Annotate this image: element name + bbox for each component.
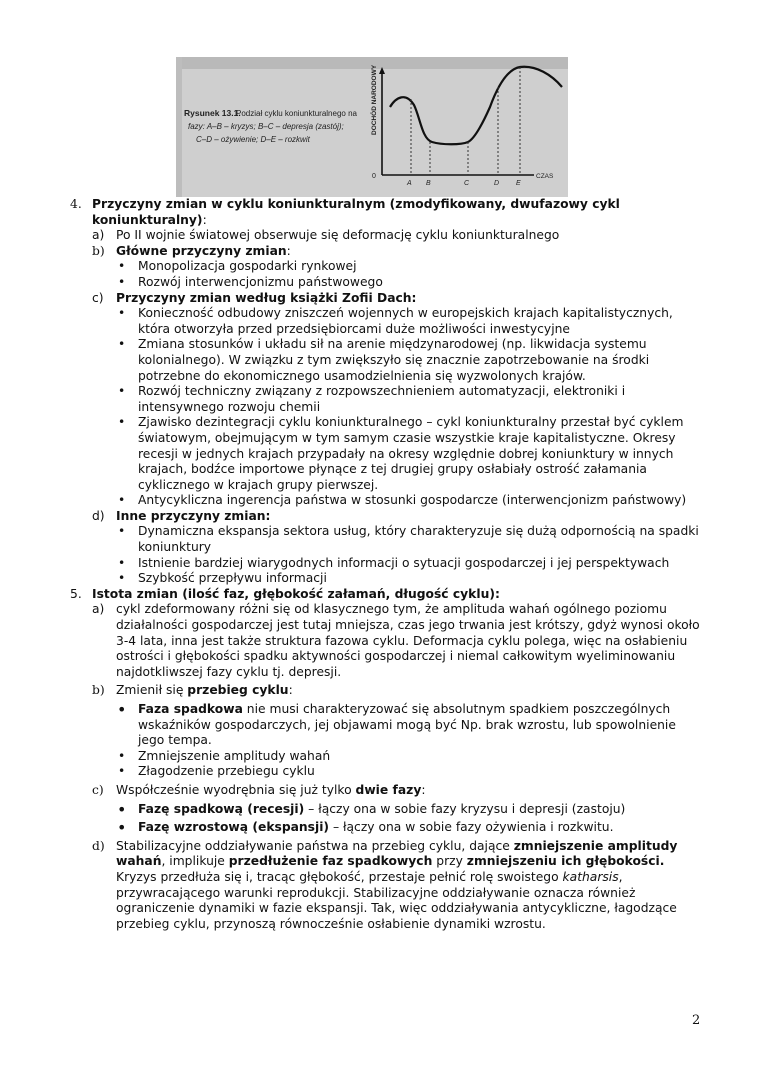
section-4c-list bbox=[116, 306, 705, 509]
section-5c-label: c) bbox=[92, 782, 104, 797]
list-item: • Dynamiczna ekspansja sektora usług, który charakteryzuje się dużą odpornością na spadki koniunktury bbox=[116, 524, 705, 555]
section-4c-title: Przyczyny zmian według książki Zofii Dach: bbox=[116, 290, 417, 305]
list-item: • Rozwój interwencjonizmu państwowego bbox=[116, 275, 705, 291]
figure-caption-line3: C–D – ożywienie; D–E – rozkwit bbox=[196, 135, 310, 144]
section-4a-label: a) bbox=[92, 228, 105, 243]
section-4-heading bbox=[92, 197, 705, 228]
section-4b-heading bbox=[116, 244, 705, 260]
section-4a-text: Po II wojnie światowej obserwuje się deformację cyklu koniunkturalnego bbox=[116, 228, 560, 243]
text-run: , implikuje bbox=[161, 854, 229, 869]
section-4c bbox=[70, 291, 705, 509]
section-5d-label: d) bbox=[92, 838, 105, 853]
italic-run: katharsis bbox=[562, 869, 619, 884]
list-item: • Rozwój techniczny związany z rozpowszechnieniem automatyzacji, elektroniki i intensywnego rozwoju chemii bbox=[116, 384, 705, 415]
section-5-title: Istota zmian (ilość faz, głębokość załamań, długość cyklu): bbox=[92, 586, 500, 601]
marker-C: C bbox=[464, 180, 470, 187]
section-4b-title: Główne przyczyny zmian bbox=[116, 243, 287, 258]
section-4d-label: d) bbox=[92, 508, 105, 523]
text-run: przy bbox=[432, 854, 467, 869]
section-5a-text: cykl zdeformowany różni się od klasycznego tym, że amplituda wahań ogólnego poziomu działalności gospodarczej jest tutaj mniejsza, czas jego trwania jest krótszy, gdyż wynosi około 3-4 lata, inna jest także struktura fazowa cyklu. Deformacja cyklu polega, więc na osłabieniu ostrości i głębokości spadku aktywności gospodarczej i niemal całkowitym wyeliminowaniu najdotkliwszej fazy cyklu tj. depresji. bbox=[116, 602, 700, 679]
section-5b-label: b) bbox=[92, 683, 105, 698]
section-4-title: Przyczyny zmian w cyklu koniunkturalnym (zmodyfikowany, dwufazowy cykl koniunkturalny) bbox=[92, 197, 620, 227]
marker-E: E bbox=[516, 180, 521, 187]
section-4b-title-end: : bbox=[286, 243, 291, 258]
section-4d bbox=[70, 509, 705, 587]
list-item-text: – łączy ona w sobie fazy ożywienia i rozkwitu. bbox=[329, 820, 614, 835]
section-5a-label: a) bbox=[92, 602, 105, 617]
document-body bbox=[70, 197, 705, 932]
bold-run: zmniejszeniu ich głębokości. bbox=[466, 854, 665, 869]
figure-caption-line2: fazy: A–B – kryzys; B–C – depresja (zastój); bbox=[188, 122, 344, 131]
section-4d-list bbox=[116, 524, 705, 586]
bold-run: przedłużenie faz spadkowych bbox=[228, 854, 433, 869]
section-5d bbox=[70, 839, 705, 933]
section-5b-title: przebieg cyklu bbox=[187, 683, 289, 698]
list-item: • Konieczność odbudowy zniszczeń wojennych w europejskich krajach kapitalistycznych, która otworzyła przed przedsiębiorcami duże możliwości inwestycyjne bbox=[116, 306, 705, 337]
figure-caption-line1: Podział cyklu koniunkturalnego na bbox=[236, 109, 357, 118]
section-5 bbox=[70, 587, 705, 603]
list-item: • Zjawisko dezintegracji cyklu koniunkturalnego – cykl koniunkturalny przestał być cyklem światowym, obejmującym w tym samym czasie wszystkie kraje kapitalistyczne. Okresy recesji w jednych krajach przypadały na okresy względnie dobrej koniunktury w innych krajach, bodźce importowe płynące z tej drugiej grupy osłabiały ostrość załamania cyklicznego w krajach grupy pierwszej. bbox=[116, 415, 705, 493]
list-item bbox=[116, 702, 705, 749]
section-4b-list bbox=[116, 259, 705, 290]
list-item bbox=[116, 820, 705, 836]
section-5b bbox=[70, 683, 705, 780]
list-item-bold: Fazę spadkową (recesji) bbox=[138, 801, 305, 816]
list-item: • Złagodzenie przebiegu cyklu bbox=[116, 764, 705, 780]
list-item: • Szybkość przepływu informacji bbox=[116, 571, 705, 587]
list-item-text: – łączy ona w sobie fazy kryzysu i depresji (zastoju) bbox=[304, 801, 626, 816]
section-4b bbox=[70, 244, 705, 291]
marker-D: D bbox=[494, 180, 500, 187]
figure-left-shadow bbox=[176, 57, 182, 197]
section-4b-label: b) bbox=[92, 243, 105, 258]
text-run: , przywracającego warunki reprodukcji. Stabilizacyjne oddziaływanie oznacza również ograniczenie dynamiki w fazie ekspansji. Tak, więc oddziaływania antycykliczne, łagodzące przebieg cyklu, przynoszą równocześnie osłabienie dynamiki wzrostu. bbox=[116, 869, 677, 931]
text-run: Kryzys przedłuża się i, tracąc głębokość, przestaje pełnić rolę swoistego bbox=[116, 869, 563, 884]
section-5a bbox=[70, 602, 705, 680]
section-5c-list bbox=[116, 802, 705, 836]
list-item-bold: Faza spadkowa bbox=[138, 702, 243, 716]
page-number: 2 bbox=[692, 1013, 701, 1028]
section-5b-heading bbox=[116, 683, 705, 699]
list-item: • Zmiana stosunków i układu sił na arenie międzynarodowej (np. likwidacja systemu kolonialnego). W związku z tym zwiększyło się znacznie zapotrzebowanie na środki potrzebne do ekonomicznego usamodzielnienia się wyzwolonych krajów. bbox=[116, 337, 705, 384]
section-5b-title-end: : bbox=[288, 683, 293, 698]
section-4-title-end: : bbox=[202, 212, 207, 227]
figure-caption-label: Rysunek 13.1. bbox=[184, 108, 241, 118]
x-axis-label: CZAS bbox=[536, 173, 554, 180]
section-5b-list bbox=[116, 702, 705, 780]
origin-label: 0 bbox=[372, 173, 376, 180]
section-5d-text bbox=[116, 839, 705, 933]
section-5c-title: dwie fazy bbox=[355, 782, 422, 797]
y-axis-label: DOCHÓD NARODOWY bbox=[371, 64, 378, 135]
bold-run: zmniejszenie amplitudy wahań bbox=[116, 838, 678, 869]
section-4a bbox=[70, 228, 705, 244]
section-4 bbox=[70, 197, 705, 228]
section-5b-pre: Zmienił się bbox=[116, 683, 188, 698]
list-item-text: nie musi charakteryzować się absolutnym spadkiem poszczególnych wskaźników gospodarczych, jej objawami mogą być Np. brak wzrostu, lub spowolnienie jego tempa. bbox=[138, 702, 676, 748]
marker-A: A bbox=[407, 180, 412, 187]
list-item: • Monopolizacja gospodarki rynkowej bbox=[116, 259, 705, 275]
section-4c-label: c) bbox=[92, 290, 104, 305]
list-item bbox=[116, 802, 705, 818]
section-5c-heading bbox=[116, 783, 705, 799]
section-5c-pre: Współcześnie wyodrębnia się już tylko bbox=[116, 782, 356, 797]
marker-B: B bbox=[426, 180, 431, 187]
business-cycle-figure bbox=[176, 57, 568, 197]
list-item: • Istnienie bardziej wiarygodnych informacji o sytuacji gospodarczej i jej perspektywach bbox=[116, 556, 705, 572]
section-5-number: 5. bbox=[70, 586, 82, 601]
section-5c-title-end: : bbox=[421, 782, 426, 797]
section-4d-title: Inne przyczyny zmian: bbox=[116, 508, 271, 523]
list-item-bold: Fazę wzrostową (ekspansji) bbox=[138, 820, 330, 835]
section-5c bbox=[70, 783, 705, 836]
section-4-number: 4. bbox=[70, 197, 82, 211]
list-item: • Zmniejszenie amplitudy wahań bbox=[116, 749, 705, 765]
text-run: Stabilizacyjne oddziaływanie państwa na przebieg cyklu, dające bbox=[116, 838, 514, 853]
list-item: • Antycykliczna ingerencja państwa w stosunki gospodarcze (interwencjonizm państwowy) bbox=[116, 493, 705, 509]
